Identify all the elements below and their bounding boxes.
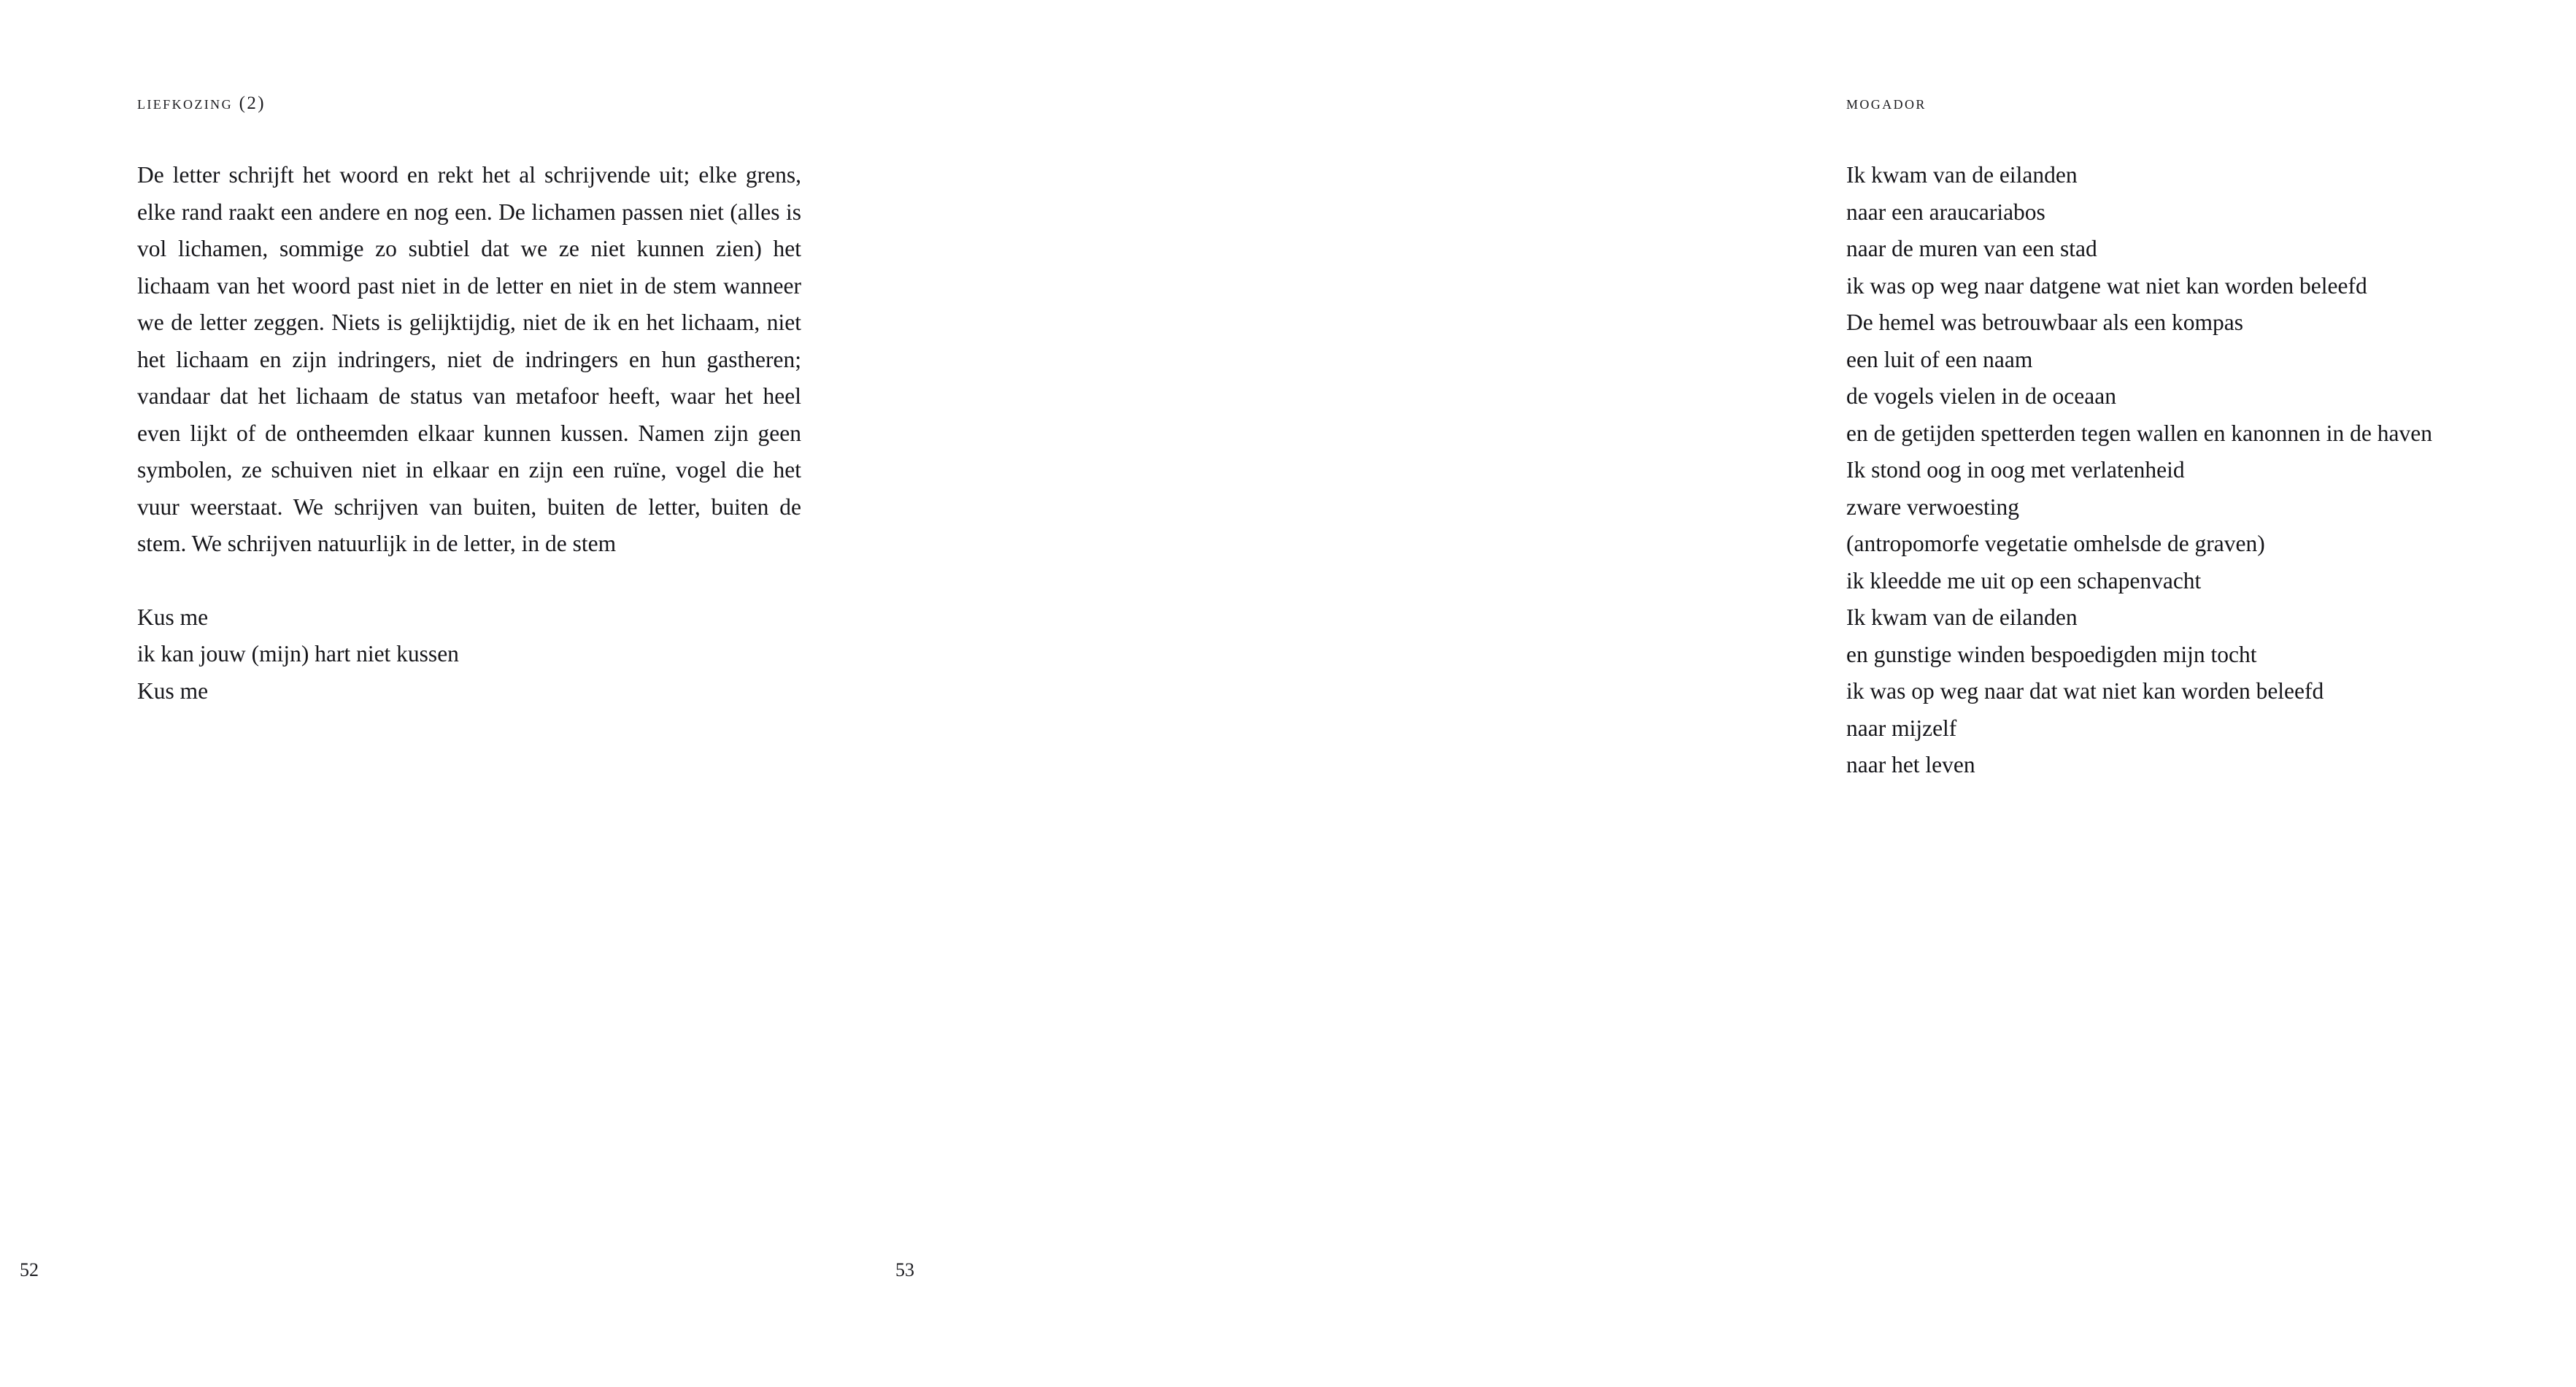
- verse-line: naar de muren van een stad: [1846, 236, 2097, 261]
- verse-line: (antropomorfe vegetatie omhelsde de graven): [1846, 531, 2265, 556]
- verse-line: Kus me: [137, 604, 209, 630]
- verse-line: zware verwoesting: [1846, 493, 2020, 520]
- verse-line: ik was op weg naar datgene wat niet kan worden beleefd: [1846, 272, 2367, 299]
- poem-mogador: [1846, 157, 2576, 784]
- page-number-left: 52: [20, 1259, 39, 1280]
- verse-line: De hemel was betrouwbaar als een kompas: [1846, 310, 2244, 335]
- page-number-right: 53: [895, 1259, 914, 1280]
- verse-line: en gunstige winden bespoedigden mijn tocht: [1846, 641, 2257, 667]
- verse-line: naar het leven: [1846, 752, 1975, 777]
- running-head-right: mogador: [1846, 93, 1927, 113]
- prose-paragraph: De letter schrijft het woord en rekt het al schrijvende uit; elke grens, elke rand raakt een andere en nog een. De lichamen passen niet (alles is vol lichamen, sommige zo subtiel dat we ze niet kunnen zien) het lichaam van het woord past niet in de letter en niet in de stem wanneer we de letter zeggen. Niets is gelijktijdig, niet de ik en het lichaam, niet het lichaam en zijn indringers, niet de indringers en hun gastheren; vandaar dat het lichaam de status van metafoor heeft, waar het heel even lijkt of de ontheemden elkaar kunnen kussen. Namen zijn geen symbolen, ze schuiven niet in elkaar en zijn een ruïne, vogel die het vuur weerstaat. We schrijven van buiten, buiten de letter, buiten de stem. We schrijven natuurlijk in de letter, in de stem: [137, 162, 801, 556]
- verse-line: Ik stond oog in oog met verlatenheid: [1846, 457, 2185, 483]
- left-page: [0, 0, 876, 1387]
- verse-line: de vogels vielen in de oceaan: [1846, 383, 2116, 409]
- verse-line: Ik kwam van de eilanden: [1846, 162, 2078, 188]
- right-page-text-block: [1846, 157, 2576, 784]
- verse-line: Kus me: [137, 677, 209, 704]
- verse-line: ik was op weg naar dat wat niet kan worden beleefd: [1846, 678, 2324, 704]
- verse-line: en de getijden spetterden tegen wallen en kanonnen in de haven: [1846, 420, 2432, 446]
- closing-stanza: [137, 599, 801, 710]
- right-page: [876, 0, 2432, 1387]
- verse-line: ik kleedde me uit op een schapenvacht: [1846, 567, 2202, 593]
- stanza-spacer: [137, 563, 801, 599]
- verse-line: naar een araucariabos: [1846, 199, 2045, 225]
- left-page-text-block: [137, 157, 801, 710]
- running-head-left: liefkozing (2): [137, 93, 266, 113]
- verse-line: Ik kwam van de eilanden: [1846, 604, 2078, 630]
- verse-line: een luit of een naam: [1846, 346, 2033, 372]
- verse-line: naar mijzelf: [1846, 715, 1957, 741]
- verse-line: ik kan jouw (mijn) hart niet kussen: [137, 641, 459, 666]
